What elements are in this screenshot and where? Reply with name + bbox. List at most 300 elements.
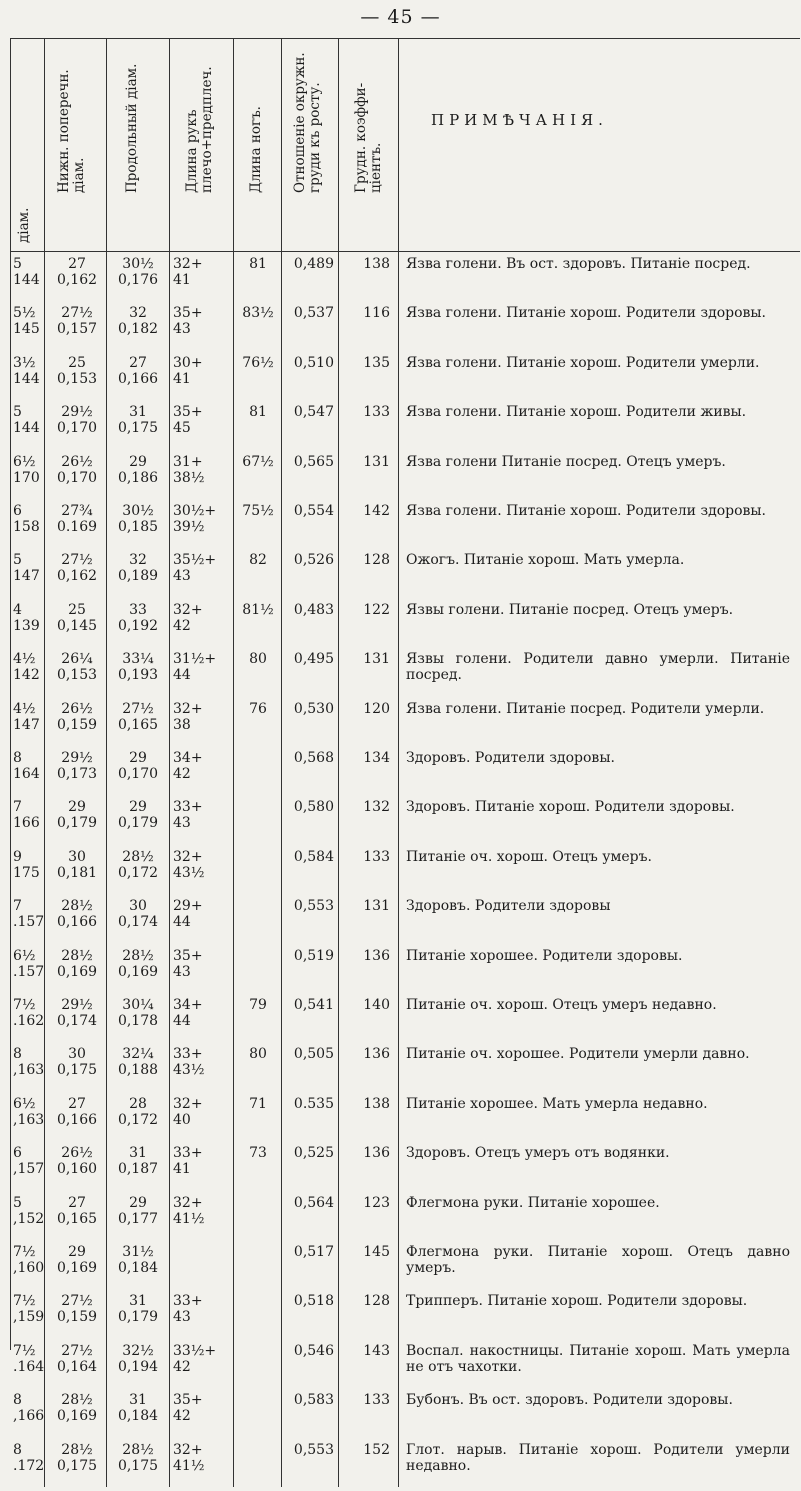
cell-diam (13, 256, 43, 288)
cell-long-diam (111, 1096, 165, 1128)
cell-chest-coef (342, 1046, 390, 1062)
table-row (11, 1096, 800, 1145)
cell-arm-length (173, 305, 229, 337)
cell-diam-value: 5 (13, 552, 22, 569)
cell-diam-value: 8 (13, 1441, 22, 1458)
cell-lower-diam-value-2: 0,170 (56, 420, 98, 437)
table-row (11, 1046, 800, 1095)
cell-lower-diam-value: 27¾ (61, 503, 93, 519)
cell-long-diam-value: 30 (129, 898, 147, 915)
cell-arm-length-value: 34+ (173, 750, 203, 766)
cell-diam-value: 6½ (13, 453, 36, 470)
cell-leg-length (237, 1096, 279, 1112)
cell-lower-diam-value: 25 (68, 601, 86, 618)
cell-lower-diam-value: 27½ (61, 1293, 93, 1310)
cell-diam-value: 4½ (13, 651, 36, 668)
cell-remark: Язвы голени. Питаніе посред. Отецъ умеръ. (406, 601, 734, 618)
cell-chest-ratio (286, 799, 334, 815)
cell-remark: Здоровъ. Родители здоровы. (406, 750, 615, 766)
cell-diam (13, 1195, 43, 1227)
cell-arm-length-value: 32+ (173, 700, 203, 717)
cell-long-diam-value: 32 (129, 305, 147, 322)
cell-chest-ratio-value: 0,518 (293, 1293, 334, 1310)
cell-long-diam-value-2: 0,194 (117, 1358, 159, 1375)
cell-long-diam-value-2: 0,188 (117, 1062, 159, 1079)
cell-remark: Ожогъ. Питаніе хорош. Мать умерла. (406, 552, 685, 569)
cell-arm-length-value-2: 42 (173, 1358, 191, 1375)
cell-lower-diam-value-2: 0,181 (56, 864, 98, 881)
cell-lower-diam-value-2: 0,157 (56, 321, 98, 338)
cell-chest-ratio (286, 454, 334, 470)
cell-chest-coef (342, 849, 390, 865)
cell-long-diam (111, 503, 165, 535)
cell-long-diam-value-2: 0,172 (117, 1111, 159, 1128)
cell-lower-diam (51, 1145, 103, 1177)
cell-arm-length-value-2: 45 (173, 420, 191, 437)
cell-lower-diam-value: 28½ (61, 898, 93, 915)
cell-chest-ratio (286, 1195, 334, 1211)
cell-chest-ratio (286, 1293, 334, 1309)
cell-long-diam (111, 849, 165, 881)
cell-arm-length-value-2: 38½ (173, 469, 205, 486)
cell-diam (13, 849, 43, 881)
cell-chest-ratio (286, 1343, 334, 1359)
table-row (11, 1392, 800, 1441)
cell-chest-ratio (286, 1392, 334, 1408)
cell-long-diam-value-2: 0,174 (117, 914, 159, 931)
cell-lower-diam-value: 29 (68, 799, 86, 816)
cell-arm-length-value-2: 38 (173, 716, 191, 733)
cell-long-diam (111, 602, 165, 634)
cell-arm-length (173, 651, 229, 683)
cell-diam-value-2: .157 (13, 963, 45, 980)
table-header (11, 38, 800, 252)
cell-arm-length-value-2: 41 (173, 272, 191, 288)
cell-chest-coef-value: 131 (363, 651, 390, 668)
cell-leg-length (237, 503, 279, 519)
cell-diam-value-2: 144 (13, 370, 40, 387)
cell-lower-diam-value: 30 (68, 848, 86, 865)
cell-leg-length-value: 82 (249, 552, 267, 569)
cell-diam-value-2: ,166 (13, 1408, 45, 1425)
cell-remark: Язва голени. Питаніе хорош. Родители умерли. (406, 354, 760, 371)
cell-arm-length (173, 750, 229, 782)
cell-diam-value: 8 (13, 1046, 22, 1063)
cell-chest-coef-value: 128 (363, 1293, 390, 1310)
cell-arm-length (173, 1145, 229, 1177)
cell-chest-ratio-value: 0,525 (293, 1145, 334, 1162)
cell-diam (13, 1343, 43, 1375)
cell-chest-ratio-value: 0,554 (293, 503, 334, 519)
cell-chest-coef (342, 1244, 390, 1260)
page-number-text: — 45 — (360, 6, 441, 28)
cell-long-diam (111, 1442, 165, 1474)
cell-arm-length (173, 1442, 229, 1474)
cell-remark: Здоровъ. Питаніе хорош. Родители здоровы. (406, 799, 735, 816)
cell-long-diam-value: 31 (129, 1293, 147, 1310)
table-row (11, 997, 800, 1046)
cell-chest-coef-value: 136 (363, 947, 390, 964)
cell-long-diam-value-2: 0,170 (117, 766, 159, 782)
cell-chest-coef (342, 997, 390, 1013)
cell-remark: Язвы голени. Родители давно умерли. Питаніе посред. (406, 651, 790, 684)
cell-arm-length-value: 35+ (173, 1392, 203, 1409)
header-col-6: Отношеніе окружн. груди къ росту. (292, 52, 323, 193)
cell-chest-ratio-value: 0,565 (293, 453, 334, 470)
cell-chest-coef (342, 948, 390, 964)
cell-diam-value-2: 144 (13, 420, 40, 437)
cell-arm-length-value-2: 42 (173, 766, 191, 782)
cell-lower-diam (51, 305, 103, 337)
cell-chest-coef-value: 140 (363, 997, 390, 1013)
cell-chest-ratio-value: 0,547 (293, 404, 334, 421)
cell-lower-diam-value: 27½ (61, 552, 93, 569)
cell-long-diam (111, 1244, 165, 1276)
cell-arm-length-value-2: 43 (173, 1309, 191, 1326)
table-row (11, 701, 800, 750)
cell-lower-diam (51, 1442, 103, 1474)
cell-arm-length-value-2: 43½ (173, 1062, 205, 1079)
cell-chest-coef-value: 131 (363, 453, 390, 470)
cell-diam-value: 9 (13, 848, 22, 865)
cell-chest-ratio (286, 602, 334, 618)
cell-lower-diam (51, 1195, 103, 1227)
page-number (0, 6, 801, 28)
cell-long-diam-value: 31 (129, 1392, 147, 1409)
cell-chest-coef-value: 128 (363, 552, 390, 569)
cell-chest-ratio-value: 0,530 (293, 700, 334, 717)
cell-arm-length-value: 34+ (173, 997, 203, 1013)
table-row (11, 355, 800, 404)
table-row (11, 1244, 800, 1293)
cell-chest-ratio (286, 651, 334, 667)
cell-lower-diam-value-2: 0,145 (56, 617, 98, 634)
cell-chest-ratio (286, 1442, 334, 1458)
cell-arm-length (173, 256, 229, 288)
cell-diam (13, 898, 43, 930)
header-col-1: діам. (16, 207, 32, 243)
cell-chest-coef (342, 552, 390, 568)
cell-chest-ratio (286, 898, 334, 914)
cell-leg-length (237, 701, 279, 717)
cell-lower-diam-value: 27 (68, 1194, 86, 1211)
cell-arm-length-value-2: 43 (173, 815, 191, 832)
table-row (11, 503, 800, 552)
cell-remark: Язва голени Питаніе посред. Отецъ умеръ. (406, 453, 726, 470)
cell-arm-length-value: 33+ (173, 1145, 203, 1162)
cell-remark: Язва голени. Питаніе посред. Родители умерли. (406, 700, 765, 717)
cell-lower-diam-value: 26¼ (61, 651, 93, 668)
cell-leg-length-value: 73 (249, 1145, 267, 1162)
cell-remark: Питаніе оч. хорошее. Родители умерли давно. (406, 1046, 750, 1063)
header-col-5: Длина ногъ. (248, 106, 264, 193)
cell-arm-length-value: 35+ (173, 305, 203, 322)
cell-long-diam-value: 31 (129, 1145, 147, 1162)
cell-arm-length (173, 849, 229, 881)
cell-lower-diam (51, 1244, 103, 1276)
cell-chest-coef-value: 120 (363, 700, 390, 717)
table-row (11, 898, 800, 947)
cell-arm-length-value: 31½+ (173, 651, 217, 668)
cell-arm-length-value-2: 41½ (173, 1457, 205, 1474)
cell-long-diam-value: 29 (129, 1194, 147, 1211)
cell-diam-value: 6 (13, 503, 22, 519)
cell-arm-length-value: 35+ (173, 947, 203, 964)
cell-lower-diam-value-2: 0,162 (56, 272, 98, 288)
cell-chest-coef-value: 132 (363, 799, 390, 816)
cell-arm-length-value-2: 40 (173, 1111, 191, 1128)
cell-long-diam (111, 256, 165, 288)
cell-diam-value-2: 147 (13, 716, 40, 733)
cell-lower-diam-value: 28½ (61, 947, 93, 964)
cell-chest-coef (342, 1343, 390, 1359)
cell-leg-length-value: 81 (249, 256, 267, 272)
cell-diam (13, 1293, 43, 1325)
cell-chest-coef-value: 145 (363, 1244, 390, 1260)
cell-long-diam (111, 404, 165, 436)
cell-chest-coef-value: 133 (363, 1392, 390, 1409)
cell-lower-diam-value-2: 0,174 (56, 1013, 98, 1029)
cell-remark: Трипперъ. Питаніе хорош. Родители здоровы. (406, 1293, 748, 1310)
cell-chest-coef-value: 133 (363, 404, 390, 421)
cell-chest-ratio (286, 404, 334, 420)
cell-chest-coef (342, 503, 390, 519)
cell-long-diam-value-2: 0,185 (117, 519, 159, 535)
cell-lower-diam-value: 27 (68, 256, 86, 272)
cell-leg-length (237, 256, 279, 272)
cell-long-diam (111, 1293, 165, 1325)
cell-diam (13, 799, 43, 831)
header-col-2: Нижн. поперечн. діам. (56, 69, 87, 193)
cell-chest-ratio-value: 0,537 (293, 305, 334, 322)
cell-long-diam-value-2: 0,172 (117, 864, 159, 881)
cell-lower-diam (51, 1392, 103, 1424)
cell-arm-length (173, 997, 229, 1029)
cell-chest-coef-value: 138 (363, 256, 390, 272)
cell-diam (13, 503, 43, 535)
cell-arm-length-value-2: 43 (173, 963, 191, 980)
cell-chest-ratio (286, 256, 334, 272)
cell-chest-coef-value: 138 (363, 1095, 390, 1112)
cell-long-diam-value-2: 0,179 (117, 1309, 159, 1326)
cell-remark: Язва голени. Питаніе хорош. Родители живы. (406, 404, 747, 421)
cell-arm-length (173, 799, 229, 831)
cell-arm-length-value-2: 43 (173, 568, 191, 585)
cell-chest-ratio-value: 0,553 (293, 898, 334, 915)
cell-arm-length (173, 1195, 229, 1227)
table-row (11, 602, 800, 651)
cell-arm-length (173, 701, 229, 733)
cell-leg-length-value: 80 (249, 651, 267, 668)
table-row (11, 552, 800, 601)
cell-leg-length (237, 305, 279, 321)
cell-lower-diam-value: 29 (68, 1244, 86, 1260)
cell-diam-value: 7½ (13, 997, 36, 1013)
cell-long-diam-value: 33 (129, 601, 147, 618)
cell-leg-length-value: 80 (249, 1046, 267, 1063)
cell-long-diam-value: 33¼ (122, 651, 154, 668)
cell-lower-diam-value-2: 0,159 (56, 1309, 98, 1326)
cell-diam (13, 1096, 43, 1128)
header-col-3: Продольный діам. (124, 63, 140, 193)
cell-lower-diam-value-2: 0,170 (56, 469, 98, 486)
table-row (11, 651, 800, 700)
cell-chest-ratio-value: 0,517 (293, 1244, 334, 1260)
cell-diam-value-2: 144 (13, 272, 40, 288)
cell-diam-value-2: 170 (13, 469, 40, 486)
cell-long-diam-value-2: 0,178 (117, 1013, 159, 1029)
cell-lower-diam (51, 1096, 103, 1128)
cell-long-diam-value-2: 0,175 (117, 420, 159, 437)
cell-diam-value: 5 (13, 1194, 22, 1211)
cell-arm-length-value: 33½+ (173, 1342, 217, 1359)
cell-arm-length-value: 33+ (173, 1293, 203, 1310)
cell-chest-coef (342, 1392, 390, 1408)
cell-lower-diam (51, 1293, 103, 1325)
cell-long-diam (111, 750, 165, 782)
cell-chest-ratio (286, 948, 334, 964)
cell-lower-diam-value: 25 (68, 354, 86, 371)
cell-chest-ratio (286, 1244, 334, 1260)
cell-long-diam (111, 997, 165, 1029)
cell-diam-value-2: ,160 (13, 1260, 45, 1276)
cell-diam-value: 8 (13, 750, 22, 766)
cell-chest-ratio (286, 503, 334, 519)
cell-diam-value-2: 147 (13, 568, 40, 585)
cell-arm-length-value: 32+ (173, 1194, 203, 1211)
cell-leg-length (237, 997, 279, 1013)
cell-leg-length-value: 76 (249, 700, 267, 717)
cell-lower-diam-value-2: 0,159 (56, 716, 98, 733)
cell-diam-value-2: 142 (13, 667, 40, 684)
cell-arm-length-value: 35½+ (173, 552, 217, 569)
cell-lower-diam-value-2: 0,169 (56, 963, 98, 980)
cell-chest-ratio-value: 0,541 (293, 997, 334, 1013)
cell-chest-ratio-value: 0,483 (293, 601, 334, 618)
table-row (11, 454, 800, 503)
cell-arm-length (173, 898, 229, 930)
cell-long-diam-value-2: 0,166 (117, 370, 159, 387)
cell-long-diam-value-2: 0,165 (117, 716, 159, 733)
cell-lower-diam-value: 27½ (61, 1342, 93, 1359)
cell-chest-ratio-value: 0.535 (293, 1095, 334, 1112)
cell-diam-value: 7½ (13, 1244, 36, 1260)
cell-lower-diam (51, 750, 103, 782)
cell-arm-length-value: 32+ (173, 601, 203, 618)
cell-diam (13, 1392, 43, 1424)
cell-long-diam-value: 28½ (122, 848, 154, 865)
cell-arm-length-value-2: 44 (173, 914, 191, 931)
cell-leg-length (237, 602, 279, 618)
cell-chest-ratio-value: 0,495 (293, 651, 334, 668)
cell-diam (13, 1244, 43, 1276)
cell-chest-coef-value: 122 (363, 601, 390, 618)
cell-remark: Язва голени. Питаніе хорош. Родители здоровы. (406, 305, 766, 322)
cell-diam-value: 7 (13, 799, 22, 816)
cell-arm-length (173, 503, 229, 535)
cell-long-diam-value: 30½ (122, 256, 154, 272)
cell-long-diam (111, 355, 165, 387)
cell-diam (13, 651, 43, 683)
cell-arm-length-value-2: 42 (173, 617, 191, 634)
cell-lower-diam-value: 26½ (61, 453, 93, 470)
cell-long-diam (111, 454, 165, 486)
table-row (11, 750, 800, 799)
cell-remark: Питаніе хорошее. Мать умерла недавно. (406, 1095, 708, 1112)
cell-diam-value: 5½ (13, 305, 36, 322)
cell-chest-coef (342, 898, 390, 914)
cell-chest-coef (342, 404, 390, 420)
cell-arm-length-value: 30+ (173, 354, 203, 371)
cell-lower-diam-value: 30 (68, 1046, 86, 1063)
cell-long-diam-value-2: 0,192 (117, 617, 159, 634)
cell-long-diam-value: 31½ (122, 1244, 154, 1260)
cell-leg-length (237, 651, 279, 667)
cell-long-diam-value-2: 0,184 (117, 1260, 159, 1276)
cell-long-diam-value: 29 (129, 453, 147, 470)
cell-lower-diam (51, 404, 103, 436)
table-row (11, 799, 800, 848)
cell-long-diam (111, 552, 165, 584)
cell-remark: Здоровъ. Родители здоровы (406, 898, 611, 915)
cell-long-diam-value: 28 (129, 1095, 147, 1112)
cell-arm-length-value: 32+ (173, 1441, 203, 1458)
cell-leg-length (237, 355, 279, 371)
cell-chest-coef (342, 750, 390, 766)
cell-remark: Язва голени. Питаніе хорош. Родители здоровы. (406, 503, 766, 519)
cell-long-diam-value-2: 0,175 (117, 1457, 159, 1474)
cell-long-diam-value: 27½ (122, 700, 154, 717)
cell-long-diam-value: 31 (129, 404, 147, 421)
data-table (10, 38, 800, 1474)
cell-chest-coef-value: 131 (363, 898, 390, 915)
cell-chest-coef (342, 355, 390, 371)
cell-lower-diam-value: 27½ (61, 305, 93, 322)
cell-diam-value-2: ,159 (13, 1309, 45, 1326)
cell-remark: Глот. нарыв. Питаніе хорош. Родители умерли недавно. (406, 1441, 790, 1474)
cell-chest-coef (342, 701, 390, 717)
cell-lower-diam-value-2: 0,162 (56, 568, 98, 585)
cell-leg-length (237, 552, 279, 568)
cell-lower-diam-value-2: 0,166 (56, 1111, 98, 1128)
cell-arm-length (173, 404, 229, 436)
cell-long-diam-value: 29 (129, 799, 147, 816)
cell-lower-diam-value: 29½ (61, 997, 93, 1013)
cell-lower-diam-value-2: 0,173 (56, 766, 98, 782)
cell-chest-ratio (286, 701, 334, 717)
cell-long-diam (111, 1392, 165, 1424)
cell-chest-coef-value: 143 (363, 1342, 390, 1359)
cell-chest-coef-value: 142 (363, 503, 390, 519)
cell-lower-diam (51, 898, 103, 930)
cell-arm-length-value: 33+ (173, 799, 203, 816)
cell-chest-coef-value: 152 (363, 1441, 390, 1458)
cell-arm-length-value: 33+ (173, 1046, 203, 1063)
cell-long-diam (111, 799, 165, 831)
cell-chest-coef (342, 602, 390, 618)
cell-arm-length (173, 454, 229, 486)
cell-arm-length-value-2: 43½ (173, 864, 205, 881)
cell-long-diam-value: 28½ (122, 1441, 154, 1458)
cell-lower-diam-value-2: 0,169 (56, 1260, 98, 1276)
cell-diam (13, 454, 43, 486)
cell-chest-ratio (286, 1096, 334, 1112)
cell-leg-length-value: 76½ (242, 354, 274, 371)
cell-chest-ratio (286, 1145, 334, 1161)
table-row (11, 404, 800, 453)
cell-diam-value-2: .172 (13, 1457, 45, 1474)
cell-long-diam-value-2: 0,179 (117, 815, 159, 832)
